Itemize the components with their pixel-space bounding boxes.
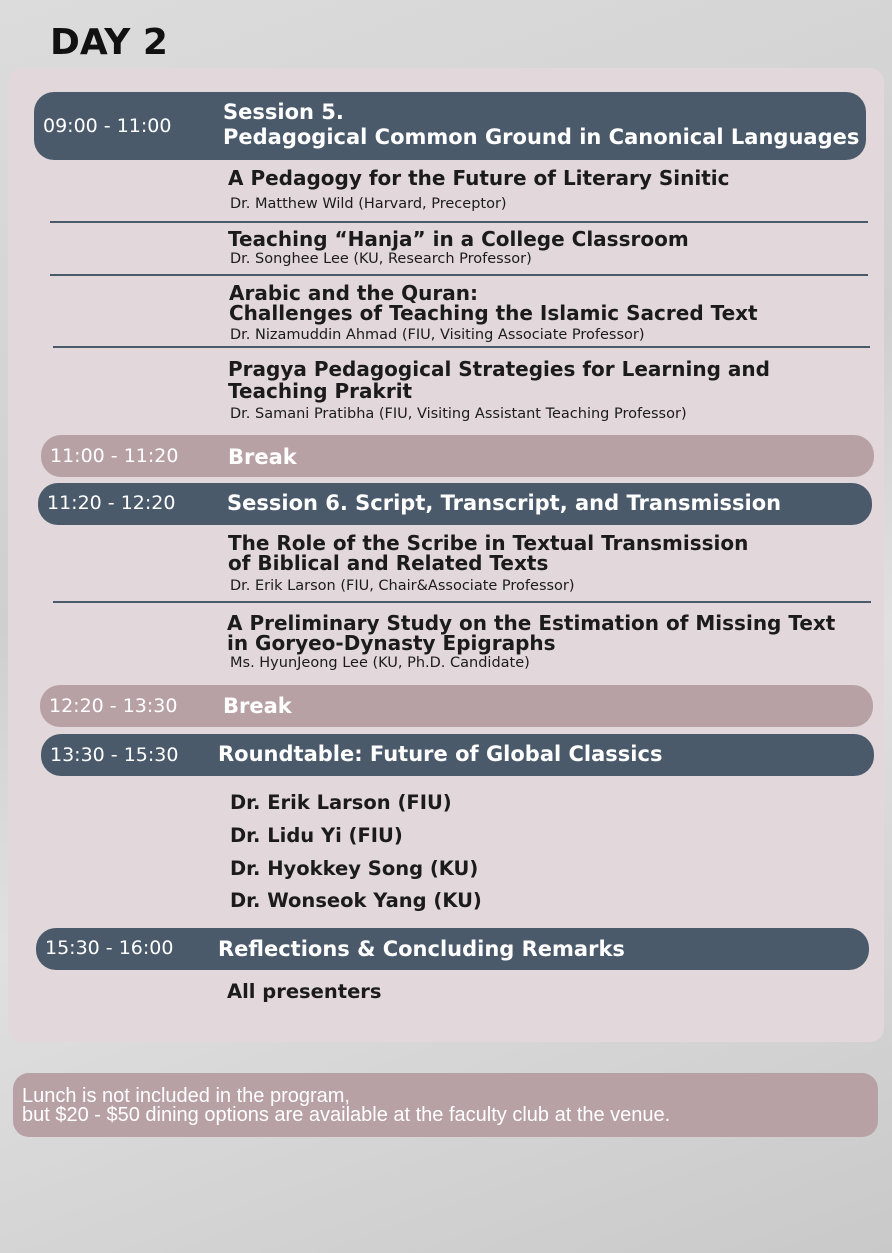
talk-title: Pragya Pedagogical Strategies for Learning and	[228, 357, 770, 381]
talk-speaker: Dr. Songhee Lee (KU, Research Professor)	[230, 251, 532, 267]
session5-title-line1: Session 5.	[223, 100, 344, 124]
day-title: DAY 2	[50, 22, 168, 63]
talk-title: in Goryeo-Dynasty Epigraphs	[227, 631, 556, 655]
talk-title: Teaching Prakrit	[228, 379, 413, 403]
lunch-note	[13, 1073, 878, 1137]
lunch-note-line1: Lunch is not included in the program,	[22, 1085, 350, 1107]
participant: Dr. Lidu Yi (FIU)	[230, 824, 403, 847]
closing-header	[36, 928, 869, 970]
talk-title: A Pedagogy for the Future of Literary Sinitic	[228, 166, 730, 190]
talk-title: of Biblical and Related Texts	[228, 551, 549, 575]
talk-speaker: Dr. Matthew Wild (Harvard, Preceptor)	[230, 196, 507, 212]
talk-title: A Preliminary Study on the Estimation of Missing Text	[227, 611, 836, 635]
participant: Dr. Wonseok Yang (KU)	[230, 889, 482, 912]
talk-speaker: Ms. HyunJeong Lee (KU, Ph.D. Candidate)	[230, 655, 530, 671]
roundtable-header	[41, 734, 874, 776]
talk-title: Teaching “Hanja” in a College Classroom	[228, 227, 689, 251]
talk-title: Arabic and the Quran:	[229, 281, 479, 305]
roundtable-title: Roundtable: Future of Global Classics	[218, 742, 663, 766]
session5-time: 09:00 - 11:00	[43, 115, 172, 137]
talk-speaker: Dr. Samani Pratibha (FIU, Visiting Assistant Teaching Professor)	[230, 406, 687, 422]
talk-speaker: Dr. Erik Larson (FIU, Chair&Associate Professor)	[230, 578, 575, 594]
divider	[50, 274, 868, 276]
session5-title-line2: Pedagogical Common Ground in Canonical Languages	[223, 125, 860, 149]
closing-title: Reflections & Concluding Remarks	[218, 937, 625, 961]
break2-label: Break	[223, 694, 292, 718]
break1-bar	[41, 435, 874, 477]
break2-time: 12:20 - 13:30	[49, 695, 178, 717]
participant: Dr. Erik Larson (FIU)	[230, 791, 452, 814]
session6-title: Session 6. Script, Transcript, and Transmission	[227, 491, 782, 515]
session6-header	[38, 483, 872, 525]
session5-header	[34, 92, 866, 160]
break2-bar	[40, 685, 873, 727]
lunch-note-line2: but $20 - $50 dining options are available at the faculty club at the venue.	[22, 1104, 671, 1126]
talk-speaker: Dr. Nizamuddin Ahmad (FIU, Visiting Associate Professor)	[230, 327, 645, 343]
divider	[53, 346, 870, 348]
break1-time: 11:00 - 11:20	[50, 445, 179, 467]
closing-time: 15:30 - 16:00	[45, 937, 174, 959]
divider	[50, 221, 868, 223]
break1-label: Break	[228, 445, 297, 469]
session6-time: 11:20 - 12:20	[47, 492, 176, 514]
roundtable-time: 13:30 - 15:30	[50, 744, 179, 766]
divider	[53, 601, 871, 603]
talk-title: Challenges of Teaching the Islamic Sacred Text	[229, 301, 758, 325]
participant: Dr. Hyokkey Song (KU)	[230, 857, 479, 880]
talk-title: The Role of the Scribe in Textual Transmission	[228, 531, 749, 555]
closing-presenters: All presenters	[227, 980, 382, 1003]
